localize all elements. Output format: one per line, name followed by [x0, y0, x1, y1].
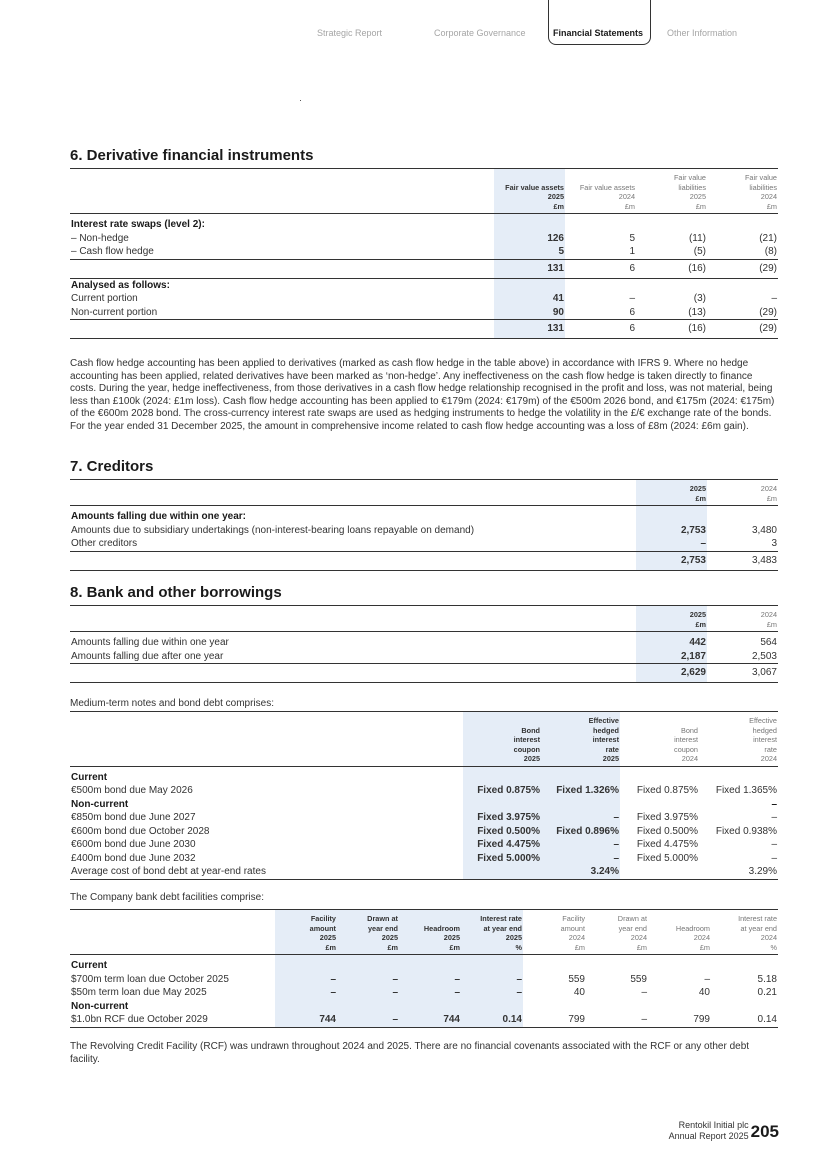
value-cell: [707, 214, 778, 232]
value-cell: 3: [771, 538, 777, 549]
value-cell: 5: [629, 232, 635, 244]
value-cell: 5: [494, 245, 565, 259]
value-cell: [461, 955, 523, 973]
table-row: [70, 852, 778, 866]
value-cell: [586, 955, 648, 973]
page-footer: [669, 1120, 779, 1142]
derivatives-paragraph: Cash flow hedge accounting has been applied to derivatives (marked as cash flow hedge in the table above) in accordance with IFRS 9. Where no hedge accounting has been applied, related derivatives have been marked as ‘non-hedge’. Any ineffectiveness on the cash flow hedge is taken directly to finance costs. During the year, hedge ineffectiveness, from those derivatives in a cash flow hedge relationship recognised in the profit and loss, was not material, being less than £100k (2024: £1m loss). Cash flow hedge accounting has been applied to €179m (2024: €179m) of the €500m 2026 bond, and €175m (2024: €175m) of the €600m 2028 bond. The cross-currency interest rate swaps are used as hedging instruments to hedge the volatility in the £/€ exchange rate of the bonds. For the year ended 31 December 2025, the amount in comprehensive income related to cash flow hedge accounting was a loss of £8m (2024: £6m gain).: [70, 358, 775, 432]
value-cell: Fixed 0.500%: [636, 825, 698, 837]
value-cell: 0.21: [757, 987, 777, 998]
value-cell: –: [629, 293, 635, 304]
table-row: [70, 973, 778, 987]
column-header: 2024 £m: [760, 484, 777, 503]
value-cell: 744: [399, 1013, 461, 1027]
value-cell: Fixed 4.475%: [636, 839, 698, 850]
value-cell: –: [461, 973, 523, 987]
total-row: [70, 259, 778, 278]
table-row: [70, 784, 778, 798]
bank-facilities-table: [70, 909, 778, 1028]
value-cell: (29): [759, 306, 777, 318]
column-header: Bond interest coupon 2024: [674, 725, 698, 763]
value-cell: Fixed 1.326%: [541, 784, 620, 798]
total-row: [70, 320, 778, 339]
value-cell: –: [636, 537, 707, 551]
value-cell: Fixed 3.975%: [463, 811, 541, 825]
value-cell: [461, 1000, 523, 1014]
value-cell: (21): [759, 232, 777, 244]
value-cell: 559: [630, 973, 647, 985]
column-header: Facility amount 2024 £m: [560, 914, 585, 952]
value-cell: 6: [629, 262, 635, 274]
value-cell: 2,753: [636, 551, 707, 570]
table-row: [70, 1013, 778, 1027]
column-header: 2025 £m: [636, 480, 707, 506]
value-cell: Fixed 4.475%: [463, 838, 541, 852]
value-cell: –: [337, 973, 399, 987]
value-cell: 3.29%: [748, 866, 777, 877]
row-label: Amounts falling due within one year: [71, 637, 229, 648]
table-row: [70, 232, 778, 246]
value-cell: 40: [698, 987, 710, 998]
value-cell: (16): [688, 323, 706, 334]
row-label: – Cash flow hedge: [71, 246, 154, 257]
value-cell: [541, 766, 620, 784]
value-cell: [463, 865, 541, 879]
subheading-row: [70, 798, 778, 812]
row-label: Amounts falling due within one year:: [71, 511, 247, 522]
value-cell: [275, 955, 337, 973]
value-cell: –: [541, 811, 620, 825]
table-row: [70, 306, 778, 320]
value-cell: 3,480: [751, 524, 777, 536]
section-7-title: 7. Creditors: [70, 458, 154, 475]
value-cell: –: [771, 839, 777, 850]
value-cell: [707, 278, 778, 292]
table-row: [70, 245, 778, 259]
row-label: Current: [71, 771, 108, 783]
row-label: Current portion: [71, 293, 138, 304]
value-cell: –: [704, 973, 710, 985]
row-label: Current: [71, 960, 108, 971]
table-row: [70, 524, 778, 538]
column-header: Fair value assets 2025 £m: [494, 169, 565, 214]
footer-company: Rentokil Initial plc: [678, 1120, 749, 1130]
value-cell: [463, 798, 541, 812]
value-cell: 799: [693, 1014, 710, 1025]
table-row: [70, 811, 778, 825]
column-header: Interest rate at year end 2024 %: [738, 914, 777, 952]
footer-report: Annual Report 2025: [668, 1131, 749, 1141]
table-header-row: [70, 480, 778, 506]
table-row: [70, 292, 778, 306]
row-label: $1.0bn RCF due October 2029: [71, 1014, 208, 1025]
bank-caption: The Company bank debt facilities comprise:: [70, 892, 264, 903]
row-label: Interest rate swaps (level 2):: [71, 219, 205, 230]
section-8-title: 8. Bank and other borrowings: [70, 584, 282, 601]
table-header-row: [70, 606, 778, 632]
value-cell: Fixed 5.000%: [463, 852, 541, 866]
value-cell: [620, 865, 699, 879]
value-cell: [463, 766, 541, 784]
value-cell: 799: [568, 1014, 585, 1025]
top-navigation: [0, 0, 825, 46]
value-cell: 2,503: [751, 650, 777, 662]
value-cell: 3.24%: [541, 865, 620, 879]
value-cell: 0.14: [461, 1013, 523, 1027]
value-cell: 41: [494, 292, 565, 306]
value-cell: –: [399, 986, 461, 1000]
value-cell: Fixed 0.500%: [463, 825, 541, 839]
row-label: €600m bond due June 2030: [71, 839, 196, 850]
value-cell: [565, 278, 636, 292]
row-label: Non-current: [71, 798, 129, 810]
value-cell: 744: [275, 1013, 337, 1027]
value-cell: [399, 1000, 461, 1014]
value-cell: –: [275, 986, 337, 1000]
value-cell: –: [337, 986, 399, 1000]
value-cell: [636, 214, 707, 232]
value-cell: –: [275, 973, 337, 987]
table-row: [70, 650, 778, 664]
value-cell: –: [541, 852, 620, 866]
row-label: – Non-hedge: [71, 232, 129, 244]
subheading-row: [70, 506, 778, 524]
row-label: [70, 320, 494, 339]
total-row: [70, 664, 778, 683]
table-header-row: [70, 910, 778, 955]
value-cell: [541, 798, 620, 812]
value-cell: 2,187: [636, 650, 707, 664]
row-label: $50m term loan due May 2025: [71, 987, 207, 998]
row-label: [70, 664, 636, 683]
subheading-row: [70, 278, 778, 292]
table-row: [70, 986, 778, 1000]
column-header: Drawn at year end 2024 £m: [617, 914, 647, 952]
subheading-row: [70, 1000, 778, 1014]
header-label-cell: [70, 169, 494, 214]
value-cell: 3,483: [751, 554, 777, 566]
value-cell: –: [771, 812, 777, 823]
row-label: £400m bond due June 2032: [71, 852, 196, 864]
tab-financial-statements[interactable]: Financial Statements: [548, 0, 651, 45]
column-header: Bond interest coupon 2025: [463, 712, 541, 767]
row-label: Amounts due to subsidiary undertakings (non-interest-bearing loans repayable on demand): [71, 524, 475, 536]
tab-corporate-governance[interactable]: Corporate Governance: [434, 28, 526, 38]
row-label: €500m bond due May 2026: [71, 785, 193, 796]
table-header-row: [70, 712, 778, 767]
value-cell: (29): [759, 262, 777, 274]
value-cell: 131: [494, 259, 565, 278]
value-cell: (13): [688, 306, 706, 318]
derivatives-table: [70, 168, 778, 339]
header-label-cell: [70, 606, 636, 632]
column-header: Effective hedged interest rate 2024: [749, 716, 777, 763]
total-row: [70, 551, 778, 570]
value-cell: [711, 1000, 778, 1014]
table-row: [70, 865, 778, 879]
value-cell: –: [771, 798, 777, 810]
subheading-row: [70, 766, 778, 784]
column-header: Fair value assets 2024 £m: [579, 182, 635, 211]
column-header: Interest rate at year end 2025 %: [461, 910, 523, 955]
header-label-cell: [70, 480, 636, 506]
header-label-cell: [70, 910, 275, 955]
value-cell: 2,753: [636, 524, 707, 538]
value-cell: Fixed 0.938%: [715, 825, 777, 837]
value-cell: 559: [568, 973, 585, 985]
bank-footnote: The Revolving Credit Facility (RCF) was undrawn throughout 2024 and 2025. There are no financial covenants associated with the RCF or any other debt facility.: [70, 1041, 750, 1065]
value-cell: 6: [629, 306, 635, 318]
value-cell: –: [399, 973, 461, 987]
value-cell: (3): [693, 293, 706, 304]
value-cell: Fixed 1.365%: [715, 785, 777, 796]
value-cell: [337, 955, 399, 973]
value-cell: [699, 766, 778, 784]
value-cell: [620, 798, 699, 812]
column-header: Headroom 2024 £m: [675, 923, 710, 952]
table-header-row: [70, 169, 778, 214]
value-cell: 3,067: [751, 667, 777, 678]
value-cell: –: [461, 986, 523, 1000]
row-label: Other creditors: [71, 538, 138, 549]
row-label: [70, 551, 636, 570]
column-header: 2025 £m: [636, 606, 707, 632]
column-header: Facility amount 2025 £m: [275, 910, 337, 955]
value-cell: [586, 1000, 648, 1014]
row-label: €600m bond due October 2028: [71, 825, 210, 837]
bond-debt-table: [70, 711, 778, 880]
value-cell: [494, 214, 565, 232]
value-cell: –: [771, 852, 777, 864]
row-label: [70, 259, 494, 278]
value-cell: 6: [629, 323, 635, 334]
section-6-title: 6. Derivative financial instruments: [70, 147, 314, 164]
subheading-row: [70, 214, 778, 232]
value-cell: –: [337, 1013, 399, 1027]
table-row: [70, 537, 778, 551]
tab-other-information[interactable]: Other Information: [667, 28, 738, 38]
column-header: Fair value liabilities 2025 £m: [673, 173, 706, 211]
column-header: Fair value liabilities 2024 £m: [744, 173, 777, 211]
value-cell: 1: [629, 246, 635, 257]
page-number: 205: [750, 1122, 779, 1141]
value-cell: (11): [688, 232, 706, 244]
value-cell: [565, 214, 636, 232]
value-cell: [648, 1000, 711, 1014]
value-cell: (8): [764, 246, 777, 257]
value-cell: 2,629: [636, 664, 707, 683]
value-cell: [337, 1000, 399, 1014]
creditors-table: [70, 479, 778, 571]
value-cell: Fixed 0.875%: [463, 784, 541, 798]
value-cell: 40: [573, 987, 585, 998]
value-cell: [399, 955, 461, 973]
value-cell: Fixed 0.896%: [541, 825, 620, 839]
subheading-row: [70, 955, 778, 973]
bonds-caption: Medium-term notes and bond debt comprises:: [70, 698, 274, 709]
value-cell: (5): [693, 246, 706, 257]
value-cell: [523, 1000, 586, 1014]
row-label: Non-current portion: [71, 306, 158, 318]
value-cell: [711, 955, 778, 973]
value-cell: Fixed 5.000%: [636, 852, 698, 864]
value-cell: –: [641, 987, 647, 998]
column-header: Effective hedged interest rate 2025: [541, 712, 620, 767]
value-cell: [707, 506, 778, 524]
value-cell: 5.18: [757, 973, 777, 985]
value-cell: 0.14: [757, 1014, 777, 1025]
column-header: Drawn at year end 2025 £m: [337, 910, 399, 955]
value-cell: [275, 1000, 337, 1014]
column-header: Headroom 2025 £m: [399, 910, 461, 955]
table-row: [70, 838, 778, 852]
value-cell: –: [541, 838, 620, 852]
value-cell: [636, 506, 707, 524]
value-cell: 442: [636, 632, 707, 650]
value-cell: 564: [760, 637, 777, 648]
value-cell: –: [771, 293, 777, 304]
value-cell: [648, 955, 711, 973]
header-label-cell: [70, 712, 463, 767]
value-cell: (29): [759, 323, 777, 334]
value-cell: –: [641, 1014, 647, 1025]
value-cell: Fixed 0.875%: [636, 785, 698, 796]
value-cell: (16): [688, 262, 706, 274]
column-header: 2024 £m: [760, 610, 777, 629]
table-row: [70, 825, 778, 839]
value-cell: [620, 766, 699, 784]
table-row: [70, 632, 778, 650]
row-label: Amounts falling due after one year: [71, 650, 224, 662]
value-cell: [494, 278, 565, 292]
row-label: $700m term loan due October 2025: [71, 973, 229, 985]
value-cell: [523, 955, 586, 973]
value-cell: 131: [494, 320, 565, 339]
value-cell: 126: [494, 232, 565, 246]
row-label: €850m bond due June 2027: [71, 812, 196, 823]
value-cell: [636, 278, 707, 292]
value-cell: 90: [494, 306, 565, 320]
row-label: Analysed as follows:: [71, 279, 170, 291]
tab-strategic-report[interactable]: Strategic Report: [317, 28, 383, 38]
row-label: Non-current: [71, 1000, 129, 1012]
row-label: Average cost of bond debt at year-end rates: [71, 866, 266, 877]
borrowings-table: [70, 605, 778, 683]
stray-dot: [300, 100, 301, 101]
value-cell: Fixed 3.975%: [636, 812, 698, 823]
